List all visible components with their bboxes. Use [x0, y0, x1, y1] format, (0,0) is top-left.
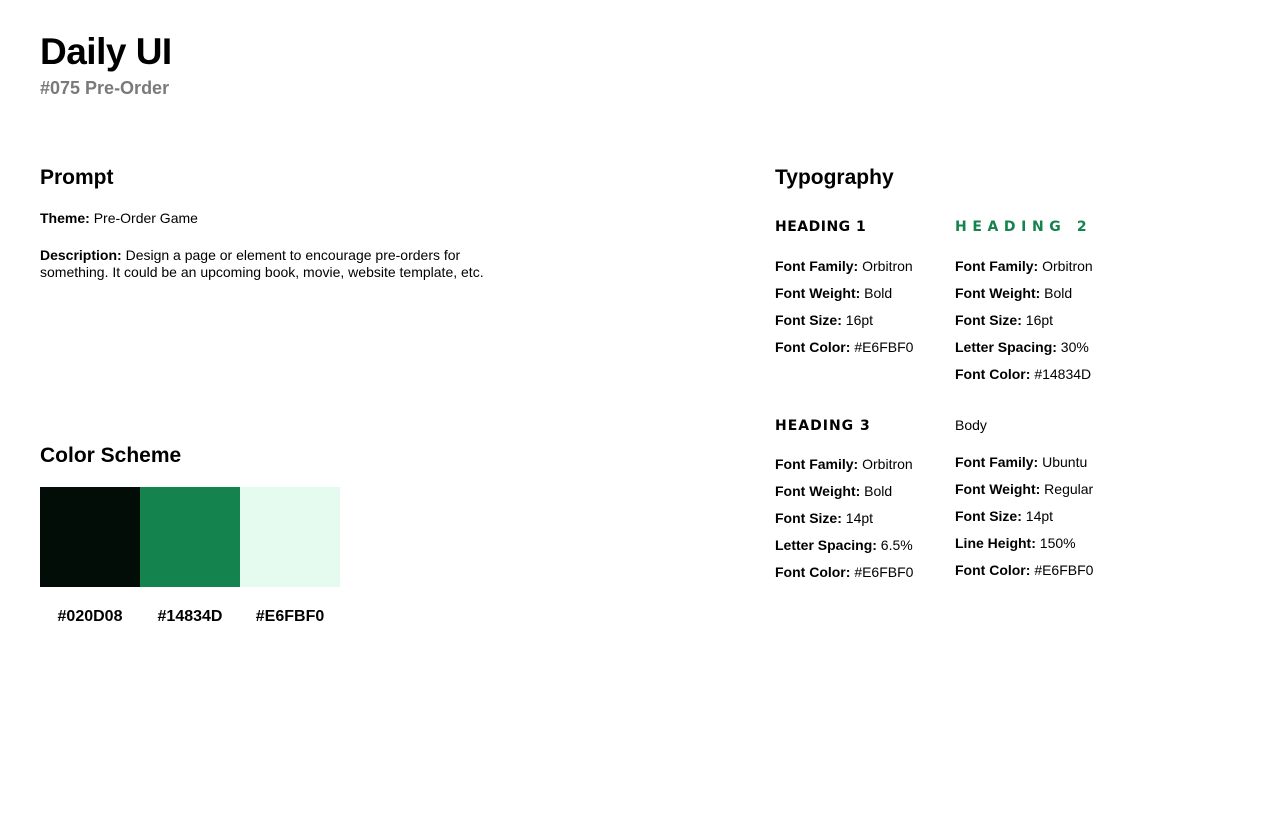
heading-1-sample: HEADING 1	[775, 219, 867, 235]
spec-value: 16pt	[845, 312, 874, 328]
spec-label: Font Size:	[775, 510, 842, 526]
spec-value: 14pt	[1025, 508, 1054, 524]
spec-label: Font Weight:	[955, 481, 1041, 497]
color-scheme-heading: Color Scheme	[40, 444, 182, 467]
spec-label: Letter Spacing:	[955, 339, 1057, 355]
heading-3-spec-color	[775, 563, 913, 581]
typography-heading: Typography	[775, 166, 894, 189]
spec-value: Orbitron	[862, 456, 913, 472]
heading-2-spec-size	[955, 311, 1053, 329]
body-spec-size	[955, 507, 1053, 525]
spec-label: Font Family:	[955, 258, 1039, 274]
spec-label: Font Weight:	[775, 483, 861, 499]
page-subtitle: #075 Pre-Order	[40, 78, 170, 98]
spec-label: Font Weight:	[775, 285, 861, 301]
spec-value: Bold	[864, 483, 893, 499]
spec-label: Font Family:	[775, 456, 859, 472]
spec-value: #E6FBF0	[1034, 562, 1094, 578]
spec-label: Letter Spacing:	[775, 537, 877, 553]
spec-value: Ubuntu	[1042, 454, 1088, 470]
prompt-theme-value: Pre-Order Game	[93, 210, 198, 226]
body-spec-family	[955, 453, 1087, 471]
prompt-description-value: Design a page or element to encourage pre-orders for something. It could be an upcoming book, movie, website template, etc.	[40, 247, 484, 280]
heading-3-spec-family	[775, 455, 913, 473]
heading-1-spec-color	[775, 338, 913, 356]
spec-value: #E6FBF0	[854, 564, 914, 580]
spec-value: 150%	[1039, 535, 1076, 551]
spec-value: 14pt	[845, 510, 874, 526]
heading-2-spec-weight	[955, 284, 1072, 302]
color-label-dark: #020D08	[57, 608, 123, 625]
heading-2-spec-color	[955, 365, 1091, 383]
heading-2-spec-letter-spacing	[955, 338, 1089, 356]
color-swatch-dark	[40, 487, 140, 587]
spec-value: 30%	[1060, 339, 1089, 355]
spec-value: Bold	[1044, 285, 1073, 301]
spec-label: Font Size:	[775, 312, 842, 328]
spec-label: Font Size:	[955, 508, 1022, 524]
heading-1-spec-size	[775, 311, 873, 329]
heading-1-spec-weight	[775, 284, 892, 302]
prompt-theme	[40, 210, 510, 227]
body-spec-color	[955, 561, 1093, 579]
prompt-theme-label: Theme:	[40, 210, 90, 226]
body-spec-weight	[955, 480, 1093, 498]
spec-label: Font Family:	[775, 258, 859, 274]
heading-3-spec-letter-spacing	[775, 536, 913, 554]
spec-value: Bold	[864, 285, 893, 301]
body-spec-line-height	[955, 534, 1076, 552]
spec-value: Orbitron	[862, 258, 913, 274]
body-sample: Body	[955, 417, 987, 433]
heading-1-spec-family	[775, 257, 913, 275]
color-swatch-green	[140, 487, 240, 587]
spec-label: Font Color:	[955, 562, 1031, 578]
heading-3-spec-size	[775, 509, 873, 527]
color-swatch-mint	[240, 487, 340, 587]
heading-2-spec-family	[955, 257, 1093, 275]
spec-label: Line Height:	[955, 535, 1036, 551]
spec-value: #E6FBF0	[854, 339, 914, 355]
prompt-heading: Prompt	[40, 166, 114, 189]
spec-value: 6.5%	[880, 537, 913, 553]
spec-label: Font Size:	[955, 312, 1022, 328]
spec-label: Font Weight:	[955, 285, 1041, 301]
page-title: Daily UI	[40, 31, 172, 72]
spec-label: Font Color:	[775, 339, 851, 355]
spec-label: Font Family:	[955, 454, 1039, 470]
spec-label: Font Color:	[775, 564, 851, 580]
spec-value: Regular	[1044, 481, 1094, 497]
heading-3-sample: HEADING 3	[775, 418, 871, 434]
spec-value: Orbitron	[1042, 258, 1093, 274]
color-label-green: #14834D	[157, 608, 223, 625]
spec-value: 16pt	[1025, 312, 1054, 328]
spec-value: #14834D	[1034, 366, 1092, 382]
prompt-description	[40, 247, 510, 281]
heading-3-spec-weight	[775, 482, 892, 500]
color-label-mint: #E6FBF0	[255, 608, 325, 625]
spec-label: Font Color:	[955, 366, 1031, 382]
heading-2-sample: HEADING 2	[955, 219, 1093, 235]
prompt-description-label: Description:	[40, 247, 122, 263]
